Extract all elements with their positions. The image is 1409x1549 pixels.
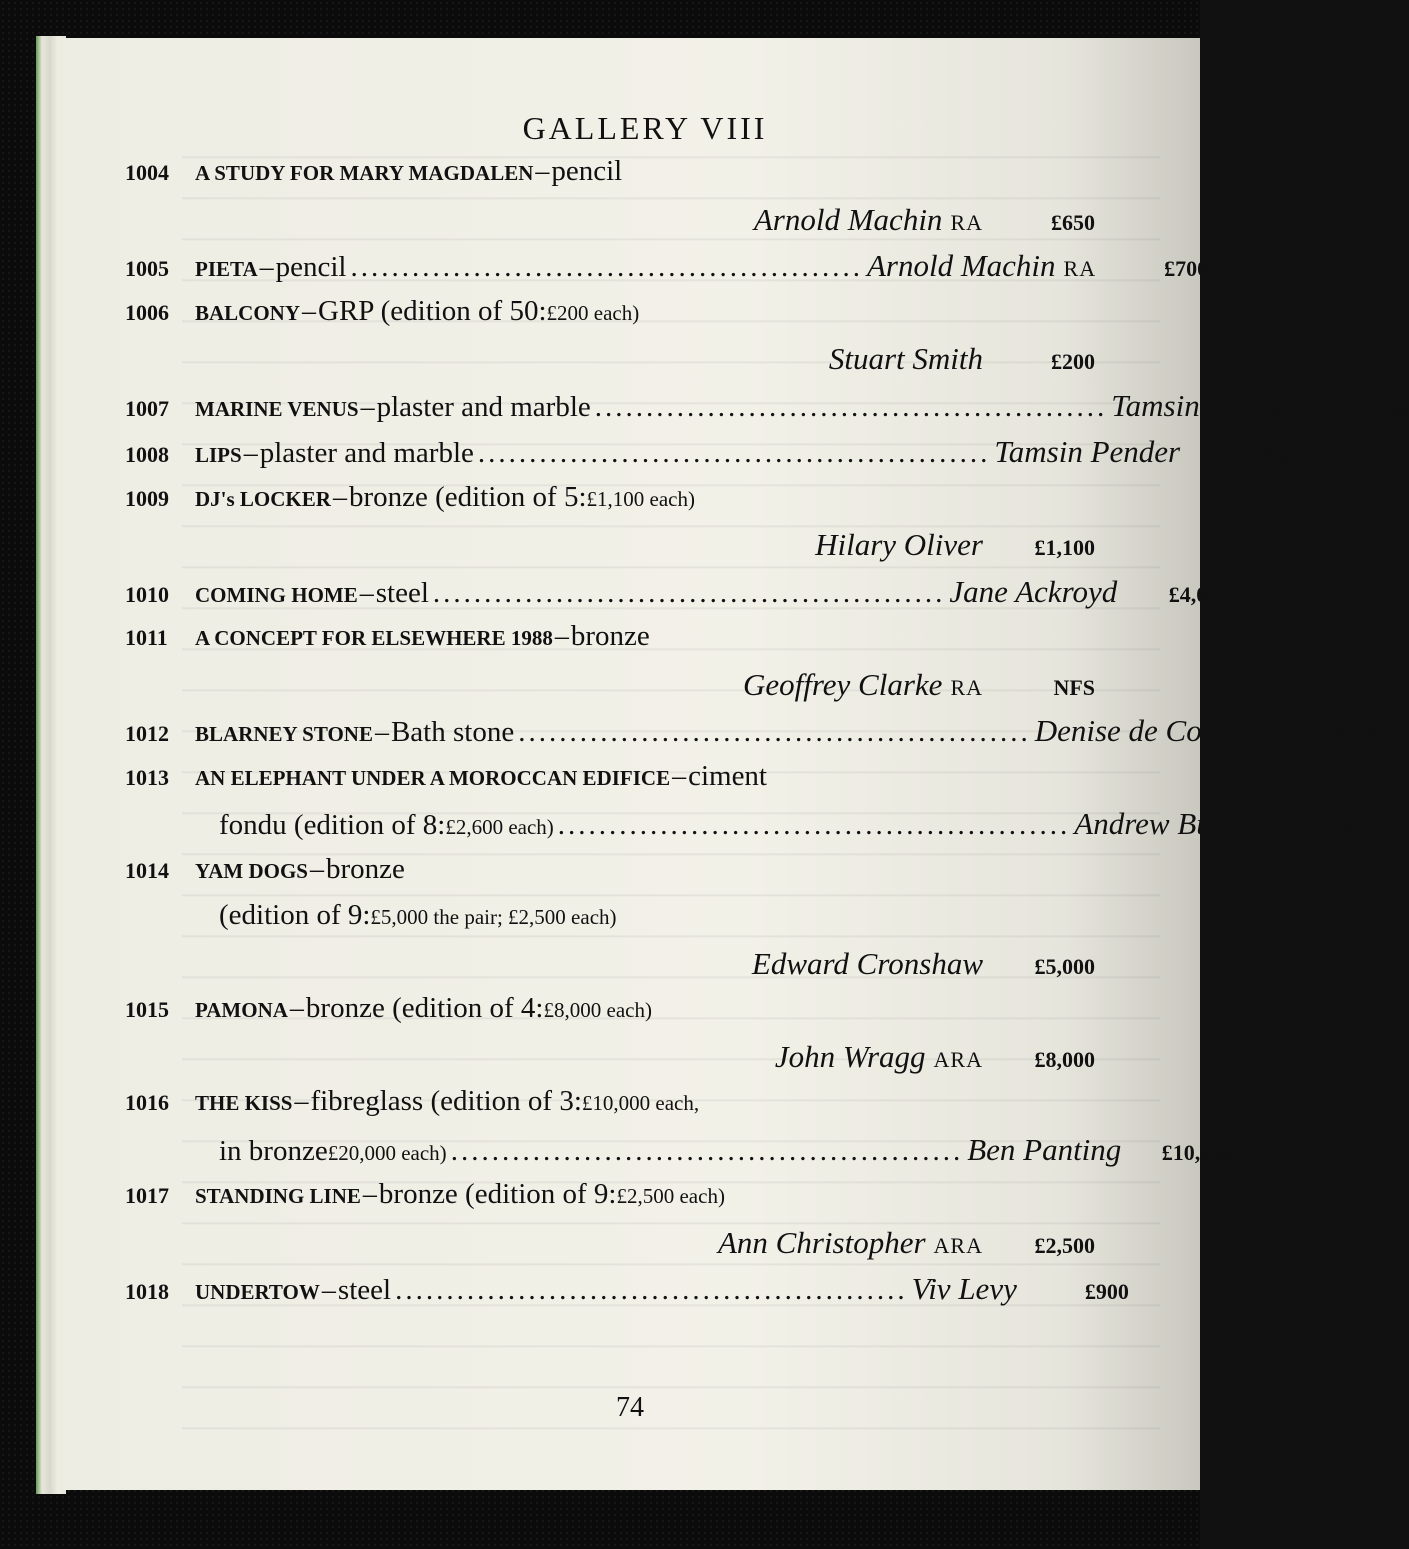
entry-price: £450 xyxy=(1248,442,1293,467)
entry-medium: bronze xyxy=(570,620,650,652)
entry-1015: 1015 PAMONA – bronze (edition of 4: £8,000 each) John Wragg ARA £8,000 xyxy=(125,992,1095,1074)
entry-list xyxy=(125,155,1409,1318)
entry-honours: RA xyxy=(950,209,983,235)
page-number: 74 xyxy=(616,1392,644,1423)
entry-number: 1014 xyxy=(125,857,169,883)
leader-dots: .................................................. xyxy=(557,809,1071,841)
entry-number: 1009 xyxy=(125,485,169,511)
entry-price: £8,000 xyxy=(1034,1046,1095,1072)
entry-number: 1015 xyxy=(125,997,169,1022)
entry-edition-price: £5,000 the pair; £2,500 each) xyxy=(370,905,617,929)
entry-honours: RA xyxy=(950,674,983,700)
entry-artist: Jane Ackroyd xyxy=(949,573,1118,609)
entry-artist: Tamsin Pender xyxy=(994,434,1181,469)
entry-1010: 1010 COMING HOME – steel .................................................. Jane Ackroyd £4,000 xyxy=(125,573,1230,609)
entry-number: 1007 xyxy=(125,395,169,421)
entry-1007: 1007 MARINE VENUS – plaster and marble .................................................. Tamsin Pender £450 xyxy=(125,387,1409,423)
leader-dots: .................................................. xyxy=(450,1134,964,1167)
entry-medium: bronze (edition of 4: xyxy=(305,992,544,1024)
entry-price: £5,000 xyxy=(1034,953,1095,979)
entry-medium: steel xyxy=(375,576,429,609)
entry-artist: John Wragg xyxy=(774,1038,926,1074)
entry-medium: ciment xyxy=(688,759,767,792)
entry-number: 1018 xyxy=(125,1279,169,1304)
entry-honours: RA xyxy=(1063,256,1097,281)
leader-dots: .................................................. xyxy=(395,1274,908,1306)
entry-edition-price-continued: £20,000 each) xyxy=(327,1140,447,1165)
entry-title: BLARNEY STONE xyxy=(195,722,373,746)
entry-artist: Tamsin Pender xyxy=(1111,387,1297,423)
entry-1006: 1006 BALCONY – GRP (edition of 50: £200 each) Stuart Smith £200 xyxy=(125,294,1095,376)
entry-medium: steel xyxy=(337,1274,392,1306)
entry-price: £1,100 xyxy=(1034,535,1095,560)
entry-medium: Bath stone xyxy=(390,716,515,748)
entry-number: 1008 xyxy=(125,442,169,467)
entry-title: DJ's LOCKER xyxy=(195,486,331,511)
entry-honours: ARA xyxy=(933,1046,983,1072)
entry-medium: bronze (edition of 9: xyxy=(378,1178,617,1210)
entry-title: MARINE VENUS xyxy=(195,396,359,421)
entry-honours: ARA xyxy=(933,1232,983,1258)
entry-medium: plaster and marble xyxy=(376,390,591,423)
entry-edition-price: £200 each) xyxy=(546,300,640,325)
entry-price: £10,000 xyxy=(1161,1139,1234,1165)
entry-price: £4,000 xyxy=(1168,581,1230,607)
entry-1004: 1004 A STUDY FOR MARY MAGDALEN – pencil Arnold Machin RA £650 xyxy=(125,155,1095,237)
entry-number: 1004 xyxy=(125,160,169,185)
entry-artist: Hilary Oliver xyxy=(815,527,983,562)
entry-price: £450 xyxy=(1364,395,1409,421)
entry-edition-price: £2,500 each) xyxy=(616,1184,725,1208)
entry-artist: Ben Panting xyxy=(967,1131,1122,1167)
entry-medium: GRP (edition of 50: xyxy=(318,294,547,327)
entry-number: 1013 xyxy=(125,764,169,790)
entry-1012: 1012 BLARNEY STONE – Bath stone .................................................. Denise de Cordova £5,700 xyxy=(125,713,1385,748)
entry-title: COMING HOME xyxy=(195,582,358,607)
entry-number: 1012 xyxy=(125,721,169,746)
entry-price: £200 xyxy=(1051,349,1095,374)
entry-edition-price: £8,000 each) xyxy=(543,998,652,1022)
entry-artist: Viv Levy xyxy=(911,1271,1017,1306)
entry-title: STANDING LINE xyxy=(195,1184,361,1208)
entry-number: 1017 xyxy=(125,1183,169,1208)
entry-price: £5,700 xyxy=(1324,721,1385,746)
entry-title: PAMONA xyxy=(195,998,288,1022)
entry-1008: 1008 LIPS – plaster and marble .................................................. Tamsin Pender £450 xyxy=(125,434,1293,469)
entry-medium: fibreglass (edition of 3: xyxy=(310,1085,582,1117)
leader-dots: .................................................. xyxy=(518,716,1031,748)
entry-1005: 1005 PIETA – pencil .................................................. Arnold Machin RA £700 xyxy=(125,248,1209,283)
leader-dots: .................................................. xyxy=(350,251,863,283)
entry-medium: bronze (edition of 5: xyxy=(348,480,587,513)
leader-dots: .................................................. xyxy=(594,390,1108,423)
entry-1017: 1017 STANDING LINE – bronze (edition of 9: £2,500 each) Ann Christopher ARA £2,500 xyxy=(125,1178,1095,1260)
entry-number: 1010 xyxy=(125,581,169,607)
entry-number: 1006 xyxy=(125,299,169,325)
entry-medium: plaster and marble xyxy=(259,437,474,469)
entry-title: BALCONY xyxy=(195,300,301,325)
leader-dots: .................................................. xyxy=(477,437,991,469)
entry-edition-price: £2,600 each) xyxy=(445,815,554,839)
entry-price: £700 xyxy=(1164,256,1209,281)
entry-artist: Denise de Cordova xyxy=(1034,713,1273,748)
entry-artist: Arnold Machin xyxy=(866,248,1056,283)
entry-artist: Edward Cronshaw xyxy=(751,945,983,981)
entry-number: 1011 xyxy=(125,625,168,650)
entry-price: £650 xyxy=(1051,209,1095,235)
entry-artist: Arnold Machin xyxy=(753,201,943,237)
entry-price: £900 xyxy=(1084,1279,1129,1304)
entry-price: £2,500 xyxy=(1034,1232,1095,1258)
entry-title: A CONCEPT FOR ELSEWHERE 1988 xyxy=(195,626,553,650)
entry-title: UNDERTOW xyxy=(195,1280,320,1304)
entry-title: PIETA xyxy=(195,257,258,281)
entry-artist: Andrew Burton xyxy=(1074,806,1264,841)
entry-price: £2,600 xyxy=(1314,814,1376,839)
entry-number: 1016 xyxy=(125,1090,169,1115)
entry-medium-continued: fondu (edition of 8: xyxy=(219,809,446,841)
gallery-heading: GALLERY VIII xyxy=(522,110,768,146)
entry-title: A STUDY FOR MARY MAGDALEN xyxy=(195,161,534,185)
entry-title: THE KISS xyxy=(195,1091,293,1115)
entry-title: LIPS xyxy=(195,443,242,467)
entry-edition-price: £1,100 each) xyxy=(586,486,695,511)
entry-medium: pencil xyxy=(275,251,347,283)
entry-medium: bronze xyxy=(326,852,405,885)
entry-1013: 1013 AN ELEPHANT UNDER A MOROCCAN EDIFICE – ciment fondu (edition of 8: £2,600 each) .................................................. Andrew Burton £2,600 xyxy=(125,759,1376,841)
entry-title: AN ELEPHANT UNDER A MOROCCAN EDIFICE xyxy=(195,765,671,790)
entry-1014: 1014 YAM DOGS – bronze (edition of 9: £5,000 the pair; £2,500 each) Edward Cronshaw £5,000 xyxy=(125,852,1095,981)
entry-1016: 1016 THE KISS – fibreglass (edition of 3: £10,000 each, in bronze £20,000 each) .................................................. Ben Panting £10,000 xyxy=(125,1085,1234,1167)
entry-number: 1005 xyxy=(125,256,169,281)
entry-artist: Geoffrey Clarke xyxy=(743,666,943,702)
entry-edition-price: £10,000 each, xyxy=(581,1091,700,1115)
entry-medium: pencil xyxy=(551,155,623,187)
entry-artist: Stuart Smith xyxy=(828,341,983,376)
entry-title: YAM DOGS xyxy=(195,858,308,883)
entry-medium-continued: in bronze xyxy=(219,1134,328,1167)
entry-1011: 1011 A CONCEPT FOR ELSEWHERE 1988 – bronze Geoffrey Clarke RA NFS xyxy=(125,620,1095,702)
entry-1009: 1009 DJ's LOCKER – bronze (edition of 5: £1,100 each) Hilary Oliver £1,100 xyxy=(125,480,1095,562)
entry-medium-continued: (edition of 9: xyxy=(219,899,371,931)
entry-price: NFS xyxy=(1053,674,1095,700)
entry-artist: Ann Christopher xyxy=(718,1224,926,1260)
entry-1018: 1018 UNDERTOW – steel .................................................. Viv Levy £900 xyxy=(125,1271,1129,1306)
leader-dots: .................................................. xyxy=(432,576,946,609)
